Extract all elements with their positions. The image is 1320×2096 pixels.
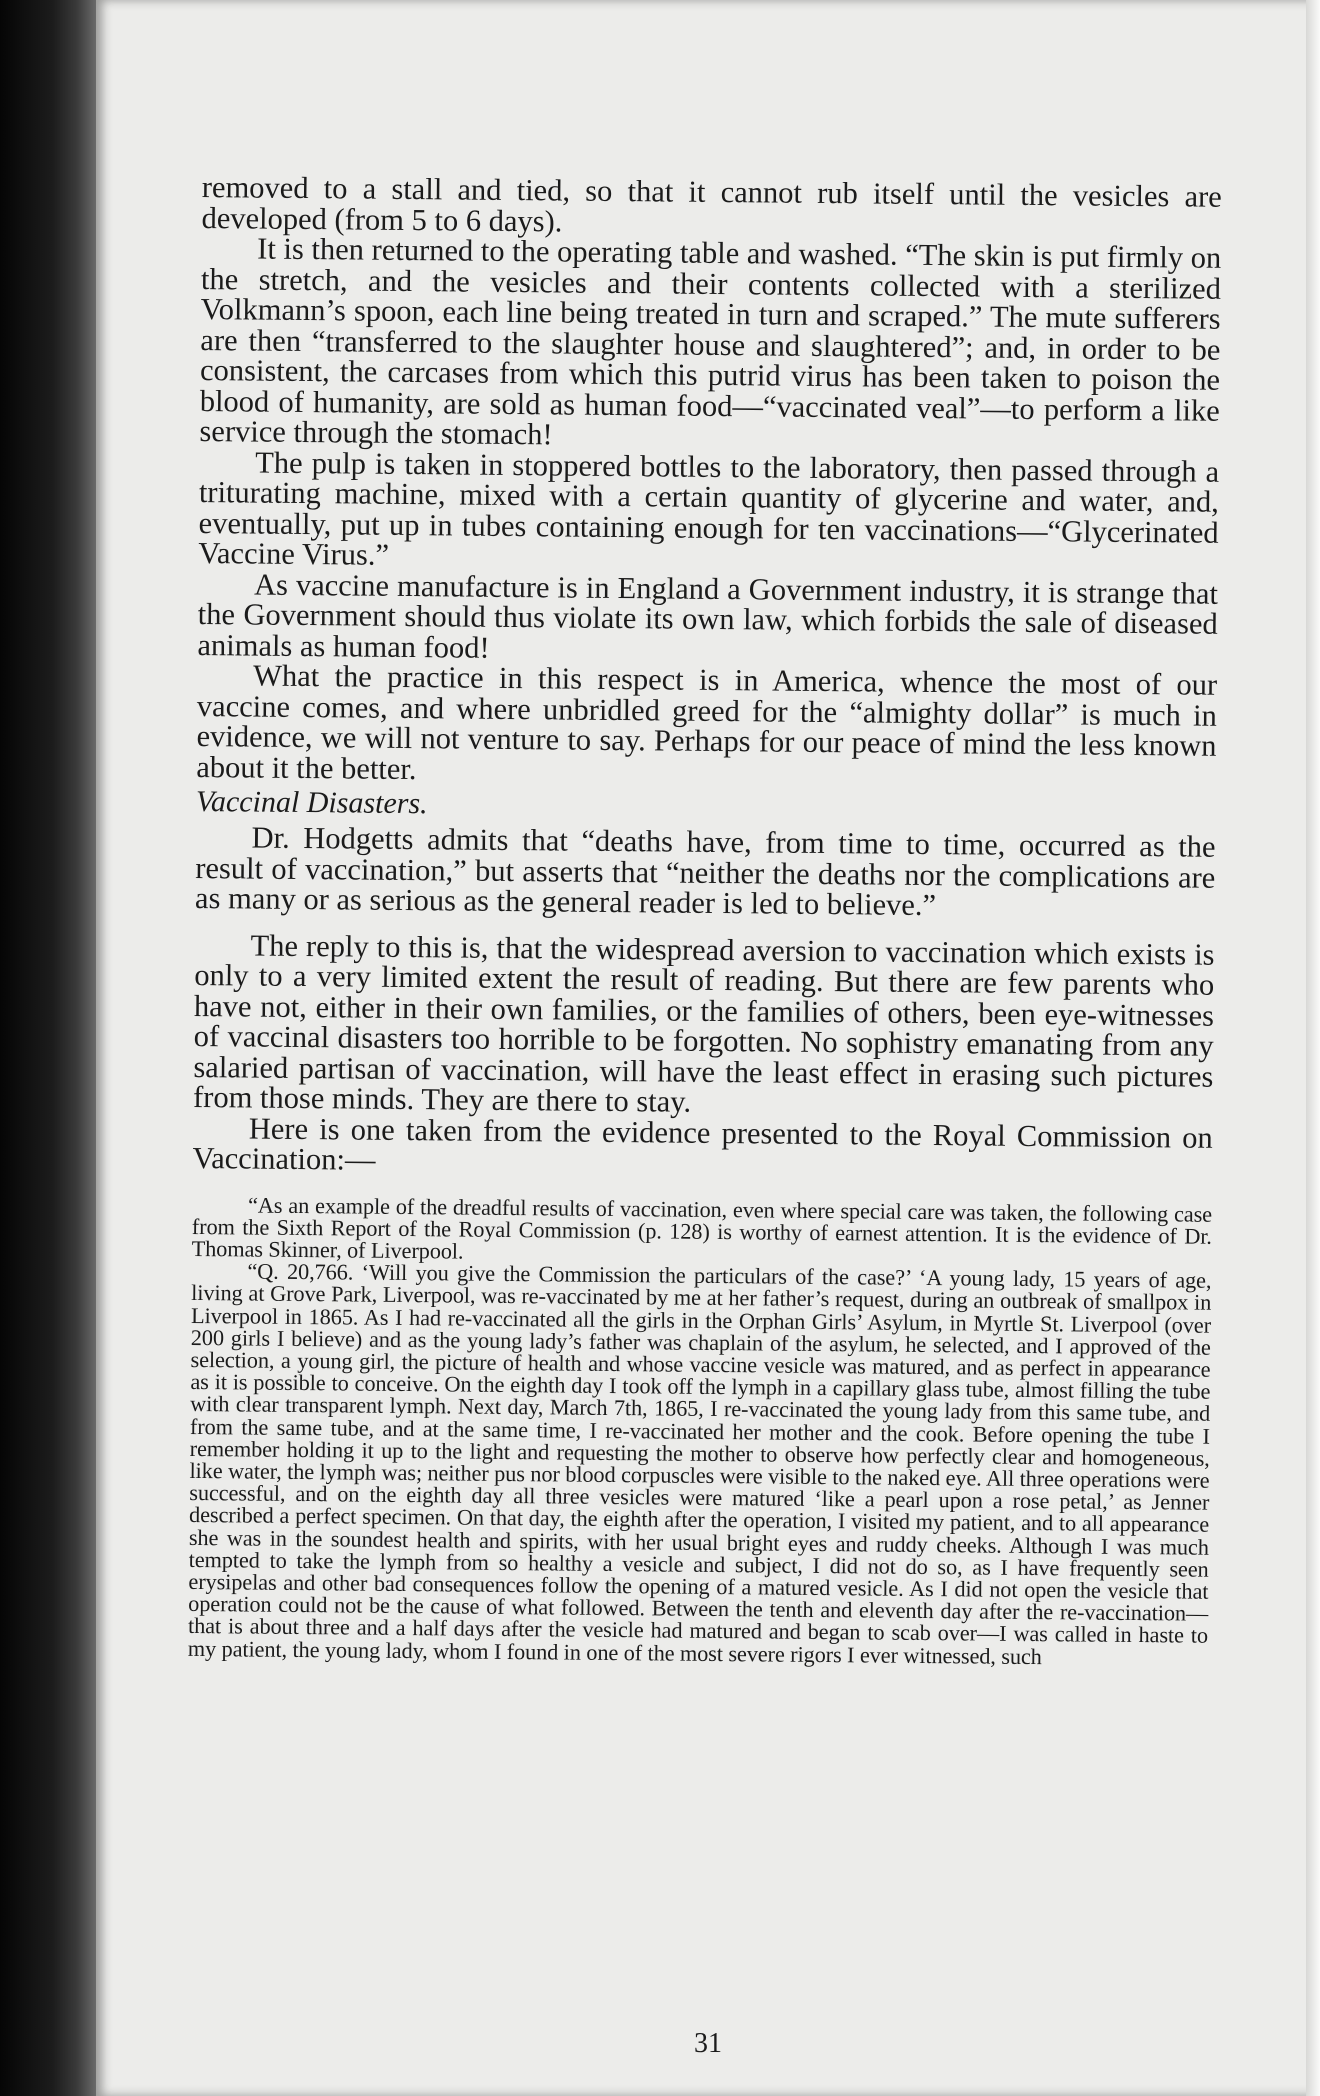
paragraph-7: The reply to this is, that the widespread aversion to vaccination which exists is only to a very limited extent the result of reading. But there are few parents who have not, either in their own families, or the families of others, been eye-witnesses of vaccinal disasters too horrible to be forgotten. No sophistry emanating from any salaried partisan of vaccination, will have the least effect in erasing such pictures from those minds. They are there to stay. [192, 928, 1215, 1119]
page-text [188, 172, 1222, 1669]
book-spine [0, 0, 96, 2096]
paragraph-4: As vaccine manufacture is in England a Government industry, it is strange that the Government should thus violate its own law, which forbids the sale of diseased animals as human food! [197, 567, 1219, 665]
book-page [96, 0, 1320, 2096]
paragraph-1: removed to a stall and tied, so that it cannot rub itself until the vesicles are developed (from 5 to 6 days). [201, 170, 1222, 238]
page-number: 31 [694, 2028, 722, 2059]
paragraph-8: Here is one taken from the evidence presented to the Royal Commission on Vaccination:— [192, 1110, 1213, 1177]
paragraph-2: It is then returned to the operating table and washed. “The skin is put firmly on the stretch, and the vesicles and their contents collected with a sterilized Volkmann’s spoon, each line being treated in turn and scraped.” The mute sufferers are then “transferred to the slaughter house and slaughtered”; and, in order to be consistent, the carcases from which this putrid virus has been taken to poison the blood of humanity, are sold as human food—“vaccinated veal”—to perform a like service through the stomach! [199, 231, 1222, 452]
paragraph-3: The pulp is taken in stoppered bottles to the laboratory, then passed through a triturating machine, mixed with a certain quantity of glycerine and water, and, eventually, put up in tubes containing enough for ten vaccinations—“Glycerinated Vaccine Virus.” [198, 445, 1220, 572]
page-edge [1306, 0, 1320, 2096]
paragraph-6: Dr. Hodgetts admits that “deaths have, from time to time, occurred as the result of vaccination,” but asserts that “neither the deaths nor the complications are as many or as serious as the general reader is led to believe.” [194, 820, 1216, 923]
quotation-paragraph-1: “As an example of the dreadful results of vaccination, even where special care was taken, the following case from the Sixth Report of the Royal Commission (p. 128) is worthy of earnest attention. It is the evidence of Dr. Thomas Skinner, of Liverpool. [191, 1191, 1213, 1264]
paragraph-5: What the practice in this respect is in America, whence the most of our vaccine comes, and where unbridled greed for the “almighty dollar” is much in evidence, we will not venture to say. Perhaps for our peace of mind the less known about it the better. [196, 658, 1218, 786]
section-heading: Vaccinal Disasters. [195, 784, 428, 821]
quotation-paragraph-2: “Q. 20,766. ‘Will you give the Commission the particulars of the case?’ ‘A young lady, 15 years of age, living at Grove Park, Liverpool, was re-vaccinated by me at her father’s request, during an outbreak of smallpox in Liverpool in 1865. As I had re-vaccinated all the girls in the Orphan Girls’ Asylum, in Myrtle St. Liverpool (over 200 girls I believe) and as the young lady’s father was chaplain of the asylum, he selected, and I approved of the selection, a young girl, the picture of health and whose vaccine vesicle was matured, and as perfect in appearance as it is possible to conceive. On the eighth day I took off the lymph in a capillary glass tube, almost filling the tube with clear transparent lymph. Next day, March 7th, 1865, I re-vaccinated the young lady from this same tube, and from the same tube, and at the same time, I re-vaccinated her mother and the cook. Before opening the tube I remember holding it up to the light and requesting the mother to observe how perfectly clear and homogeneous, like water, the lymph was; neither pus nor blood corpuscles were visible to the naked eye. All three operations were successful, and on the eighth day all three vesicles were matured ‘like a pearl upon a rose petal,’ as Jenner described a perfect specimen. On that day, the eighth after the operation, I visited my patient, and to all appearance she was in the soundest health and spirits, with her usual bright eyes and ruddy cheeks. Although I was much tempted to take the lymph from so healthy a vesicle and subject, I did not do so, as I have frequently seen erysipelas and other bad consequences follow the opening of a matured vesicle. As I did not open the vesicle that operation could not be the cause of what followed. Between the tenth and eleventh day after the re-vaccination—that is about three and a half days after the vesicle had matured and began to scab over—I was called in haste to my patient, the young lady, whom I found in one of the most severe rigors I ever witnessed, such [187, 1258, 1212, 1669]
